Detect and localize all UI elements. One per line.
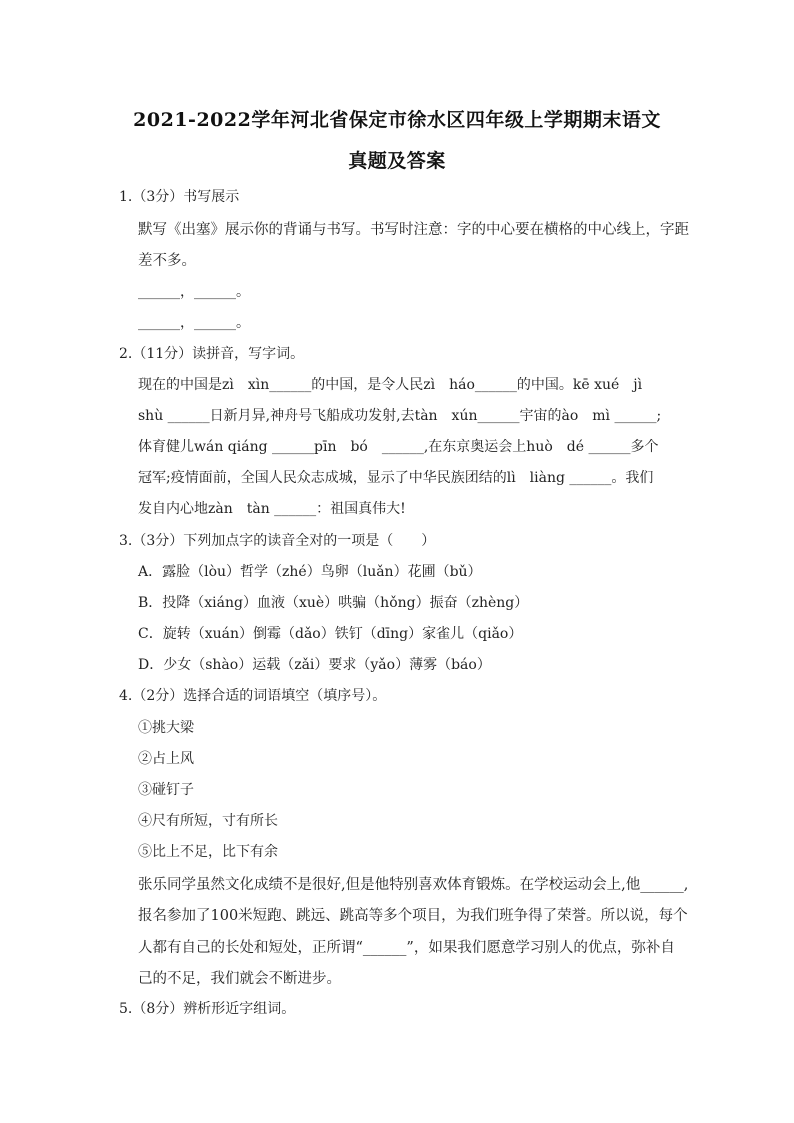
question-2-line: 现在的中国是zì xìn______的中国，是令人民zì háo______的中国。kē xué jì (138, 377, 643, 393)
question-2-header: 2.（11分）读拼音，写字词。 (119, 346, 305, 362)
question-4-header: 4.（2分）选择合适的词语填空（填序号）。 (119, 688, 387, 704)
question-1-blank-line: ______，______。 (138, 284, 250, 300)
question-3-header: 3.（3分）下列加点字的读音全对的一项是（ ） (119, 533, 436, 549)
question-4-paragraph: 己的不足，我们就会不断进步。 (138, 971, 341, 987)
question-2-line: 冠军;疫情面前，全国人民众志成城，显示了中华民族团结的lì liàng ______。我们 (138, 470, 654, 486)
question-4-paragraph: 张乐同学虽然文化成绩不是很好,但是他特别喜欢体育锻炼。在学校运动会上,他______, (138, 877, 689, 893)
question-3-option-d: D．少女（shào）运载（zǎi）要求（yǎo）薄雾（báo） (138, 657, 491, 673)
question-1-text-cont: 差不多。 (138, 253, 196, 269)
question-4-paragraph: 人都有自己的长处和短处，正所谓“______”，如果我们愿意学习别人的优点，弥补自 (138, 940, 675, 956)
question-3-option-a: A．露脸（lòu）哲学（zhé）鸟卵（luǎn）花圃（bǔ） (138, 564, 482, 580)
question-4-choice-5: ⑤比上不足，比下有余 (138, 844, 278, 860)
question-5-header: 5.（8分）辨析形近字组词。 (119, 1001, 296, 1017)
question-4-choice-3: ③碰钉子 (138, 782, 194, 798)
question-4-choice-2: ②占上风 (138, 751, 194, 767)
question-2-line: shù ______日新月异,神舟号飞船成功发射,去tàn xún______宇宙的ào mì ______; (138, 408, 662, 424)
question-4-paragraph: 报名参加了100米短跑、跳远、跳高等多个项目，为我们班争得了荣誉。所以说，每个 (138, 908, 688, 924)
question-1-text: 默写《出塞》展示你的背诵与书写。书写时注意：字的中心要在横格的中心线上，字距 (138, 222, 689, 238)
document-title-line-2: 真题及答案 (348, 150, 446, 172)
question-2-line: 体育健儿wán qiáng ______pīn bó ______,在东京奥运会上huò dé ______多个 (138, 439, 659, 455)
question-1-header: 1.（3分）书写展示 (119, 189, 240, 205)
question-2-line: 发自内心地zàn tàn ______：祖国真伟大! (138, 501, 406, 517)
question-3-option-b: B．投降（xiáng）血液（xuè）哄骗（hǒng）振奋（zhèng） (138, 595, 529, 611)
question-1-blank-line: ______，______。 (138, 315, 250, 331)
question-3-option-c: C．旋转（xuán）倒霉（dǎo）铁钉（dīng）家雀儿（qiǎo） (138, 626, 523, 642)
question-4-choice-1: ①挑大梁 (138, 720, 194, 736)
document-title-line-1: 2021-2022学年河北省保定市徐水区四年级上学期期末语文 (133, 109, 661, 131)
question-4-choice-4: ④尺有所短，寸有所长 (138, 813, 278, 829)
